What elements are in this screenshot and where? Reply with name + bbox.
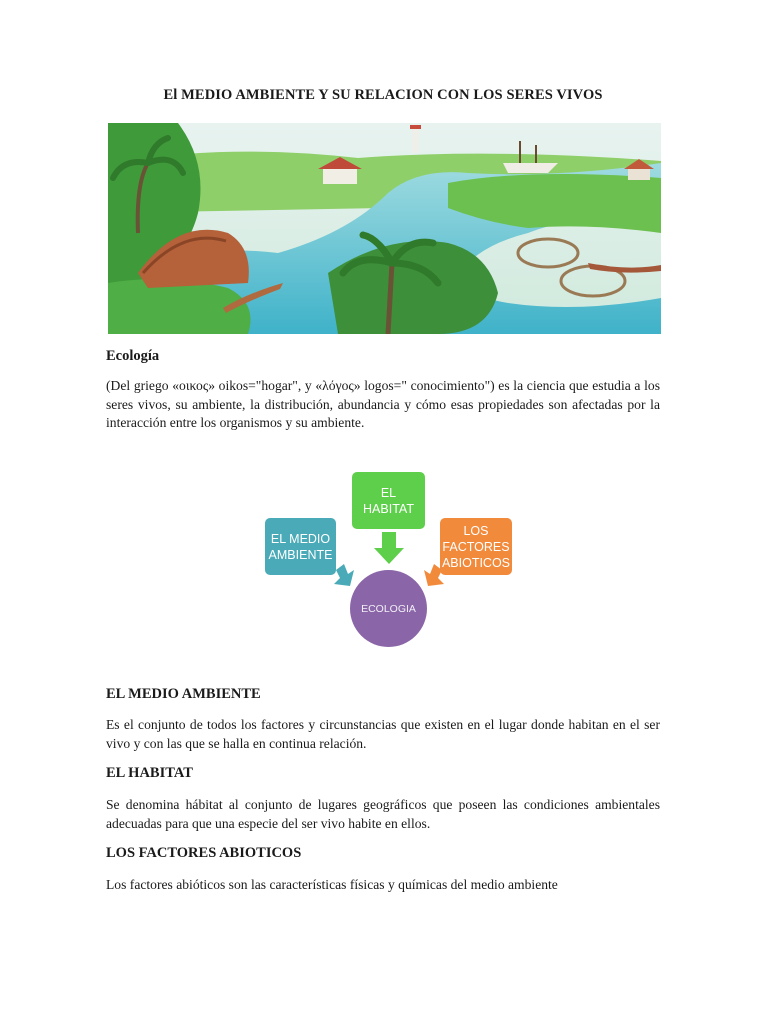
heading-ecologia: Ecología <box>106 348 160 364</box>
circle-ecologia: ECOLOGIA <box>350 570 427 647</box>
ecology-diagram <box>258 466 520 652</box>
landscape-illustration <box>108 123 661 334</box>
heading-medio-ambiente: EL MEDIO AMBIENTE <box>106 686 261 702</box>
heading-factores-abioticos: LOS FACTORES ABIOTICOS <box>106 845 302 861</box>
box-medio-ambiente: EL MEDIO AMBIENTE <box>265 518 336 575</box>
arrow-diagonal-icon <box>334 564 354 586</box>
paragraph-medio-ambiente: Es el conjunto de todos los factores y circunstancias que existen en el lugar donde habitan en el ser vivo y con las que se halla en continua relación. <box>106 717 660 751</box>
document-title: El MEDIO AMBIENTE Y SU RELACION CON LOS SERES VIVOS <box>163 87 603 103</box>
box-habitat: EL HABITAT <box>352 472 425 529</box>
paragraph-ecologia: (Del griego «οικος» oikos="hogar", y «λόγος» logos=" conocimiento") es la ciencia que estudia a los seres vivos, su ambiente, la distribución, abundancia y cómo esas propiedades son afectadas por la interacción entre los organismos y su ambiente. <box>106 378 660 430</box>
box-factores-abioticos: LOS FACTORES ABIOTICOS <box>440 518 512 575</box>
paragraph-habitat: Se denomina hábitat al conjunto de lugares geográficos que poseen las condiciones ambientales adecuadas para que una especie del ser vivo habite en ellos. <box>106 797 660 831</box>
heading-habitat: EL HABITAT <box>106 765 193 781</box>
paragraph-factores-abioticos: Los factores abióticos son las características físicas y químicas del medio ambiente <box>106 877 558 892</box>
arrow-down-icon <box>374 532 404 564</box>
